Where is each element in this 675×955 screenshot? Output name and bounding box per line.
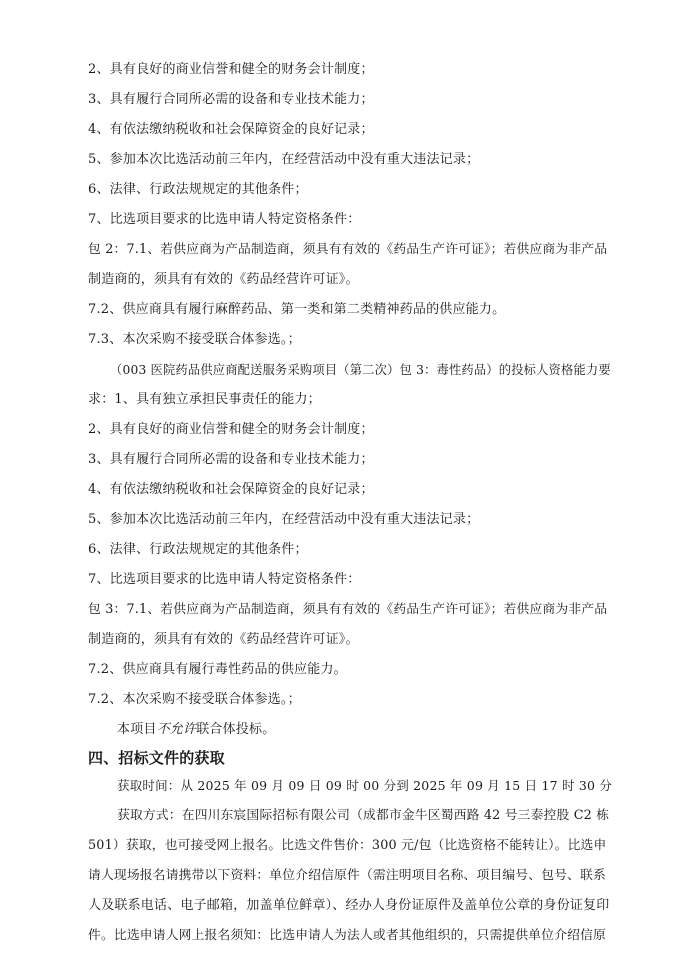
- requirement-line: 6、法律、行政法规规定的其他条件；: [88, 542, 308, 557]
- requirement-line: 5、参加本次比选活动前三年内，在经营活动中没有重大违法记录；: [88, 512, 480, 527]
- requirement-line: 4、有依法缴纳税收和社会保障资金的良好记录；: [88, 122, 374, 137]
- requirement-line: 7、比选项目要求的比选申请人特定资格条件：: [88, 212, 361, 227]
- requirement-line: 7.2、本次采购不接受联合体参选。；: [88, 692, 301, 707]
- acquisition-method-cont: 请人现场报名请携带以下资料：单位介绍信原件（需注明项目名称、项目编号、包号、联系: [88, 868, 606, 883]
- requirement-line: 2、具有良好的商业信誉和健全的财务会计制度；: [88, 62, 374, 77]
- requirement-line: 4、有依法缴纳税收和社会保障资金的良好记录；: [88, 482, 374, 497]
- requirement-line: 3、具有履行合同所必需的设备和专业技术能力；: [88, 452, 374, 467]
- consortium-note: 本项目不允许联合体投标。: [117, 722, 276, 737]
- requirement-line: 5、参加本次比选活动前三年内，在经营活动中没有重大违法记录；: [88, 152, 480, 167]
- acquisition-method: 获取方式：在四川东宸国际招标有限公司（成都市金牛区蜀西路 42 号三泰控股 C2 栋: [117, 808, 610, 823]
- package-3-qualification-cont: 制造商的，须具有有效的《药品经营许可证》。: [88, 632, 359, 647]
- acquisition-time: 获取时间：从 2025 年 09 月 09 日 09 时 00 分到 2025 年 09 月 15 日 17 时 30 分: [117, 778, 613, 793]
- package-3-qualification: 包 3：7.1、若供应商为产品制造商，须具有有效的《药品生产许可证》；若供应商为非产品: [88, 602, 608, 617]
- requirement-line: 7.2、供应商具有履行麻醉药品、第一类和第二类精神药品的供应能力。: [88, 302, 506, 317]
- section-heading: 四、招标文件的获取: [88, 749, 225, 767]
- package-2-qualification-cont: 制造商的，须具有有效的《药品经营许可证》。: [88, 272, 359, 287]
- package-3-intro-cont: 求：1、具有独立承担民事责任的能力；: [88, 392, 321, 407]
- requirement-line: 2、具有良好的商业信誉和健全的财务会计制度；: [88, 422, 374, 437]
- requirement-line: 6、法律、行政法规规定的其他条件；: [88, 182, 308, 197]
- acquisition-method-cont: 501）获取，也可接受网上报名。比选文件售价：300 元/包（比选资格不能转让）。比选申: [88, 838, 607, 853]
- acquisition-method-cont: 件。比选申请人网上报名须知：比选申请人为法人或者其他组织的，只需提供单位介绍信原: [88, 928, 606, 943]
- requirement-line: 7.2、供应商具有履行毒性药品的供应能力。: [88, 662, 347, 677]
- requirement-line: 7.3、本次采购不接受联合体参选。；: [88, 332, 301, 347]
- package-3-intro: （003 医院药品供应商配送服务采购项目（第二次）包 3：毒性药品）的投标人资格能力要: [110, 363, 611, 377]
- requirement-line: 7、比选项目要求的比选申请人特定资格条件：: [88, 572, 361, 587]
- requirement-line: 3、具有履行合同所必需的设备和专业技术能力；: [88, 92, 374, 107]
- package-2-qualification: 包 2：7.1、若供应商为产品制造商，须具有有效的《药品生产许可证》；若供应商为非产品: [88, 242, 608, 257]
- acquisition-method-cont: 人及联系电话、电子邮箱，加盖单位鲜章）、经办人身份证原件及盖单位公章的身份证复印: [88, 898, 610, 913]
- consortium-emphasis: 不允许: [156, 722, 197, 737]
